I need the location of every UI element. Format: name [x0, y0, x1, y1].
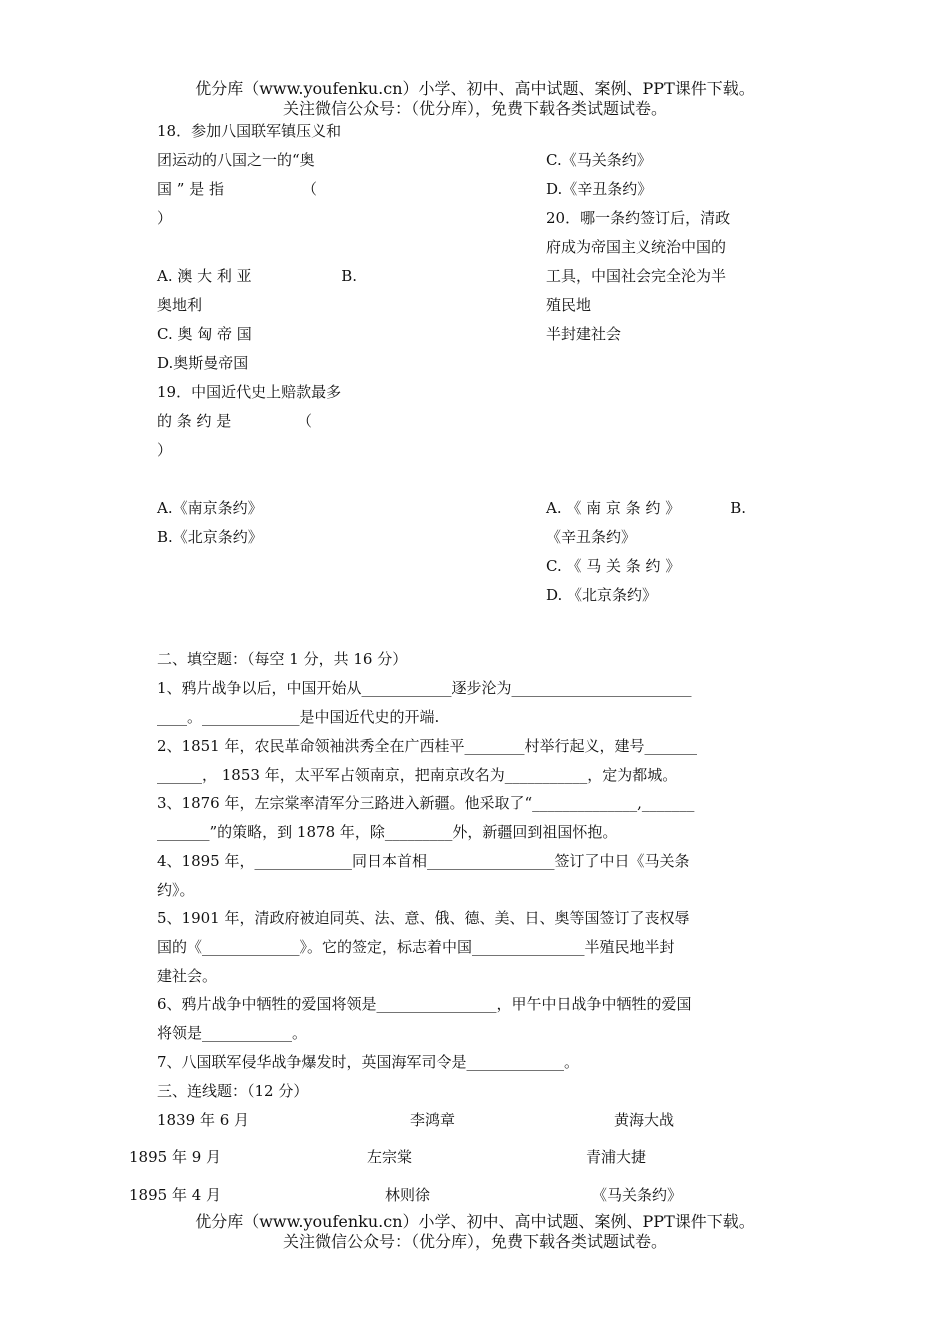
q20-line-4: 殖民地: [546, 296, 592, 314]
fill-line-7: 4、1895 年，_____________同日本首相_________________签订了中日《马关条: [157, 852, 690, 870]
q20-option-d: D. 《北京条约》: [546, 586, 658, 604]
q18-line-2: 团运动的八国之一的“奥: [157, 151, 315, 169]
q18-line-1: 18．参加八国联军镇压义和: [157, 122, 342, 140]
q18-option-b-label: B.: [341, 267, 357, 285]
q20-line-1: 20．哪一条约签订后，清政: [546, 209, 731, 227]
match-date-2: 1895 年 9 月: [129, 1148, 222, 1166]
footer-line-1: 优分库（www.youfenku.cn）小学、初中、高中试题、案例、PPT课件下载。: [195, 1212, 755, 1231]
fill-line-13: 将领是____________。: [157, 1024, 308, 1042]
fill-line-5: 3、1876 年，左宗棠率清军分三路进入新疆。他采取了“______________,_______: [157, 794, 695, 812]
fill-section-title: 二、填空题：（每空 1 分，共 16 分）: [157, 650, 408, 668]
right-column: [546, 146, 756, 610]
q20-line-2: 府成为帝国主义统治中国的: [546, 238, 727, 256]
match-event-1: 黄海大战: [614, 1111, 675, 1129]
match-event-3: 《马关条约》: [592, 1186, 683, 1204]
q19-option-a: A.《南京条约》: [157, 499, 263, 517]
fill-line-9: 5、1901 年，清政府被迫同英、法、意、俄、德、美、日、奥等国签订了丧权辱: [157, 909, 690, 927]
q19-line-1: 19．中国近代史上赔款最多: [157, 383, 342, 401]
fill-line-1: 1、鸦片战争以后，中国开始从____________逐步沦为________________________: [157, 679, 692, 697]
match-section-title: 三、连线题：（12 分）: [157, 1082, 309, 1100]
q19-line-2: [157, 407, 312, 436]
match-event-2: 青浦大捷: [586, 1148, 647, 1166]
match-person-3: 林则徐: [385, 1186, 431, 1204]
q20-options-ab: [546, 494, 746, 523]
q19-option-b: B.《北京条约》: [157, 528, 263, 546]
q18-prompt: 国 ” 是 指: [157, 180, 224, 198]
q18-option-c: C. 奥 匈 帝 国: [157, 325, 252, 343]
header-line-1: 优分库（www.youfenku.cn）小学、初中、高中试题、案例、PPT课件下载。: [195, 79, 755, 98]
q18-paren-open: （: [301, 180, 317, 198]
q18-line-3: [157, 175, 317, 204]
match-person-1: 李鸿章: [410, 1111, 456, 1129]
fill-line-3: 2、1851 年，农民革命领袖洪秀全在广西桂平________村举行起义，建号_______: [157, 737, 697, 755]
q20-option-b: 《辛丑条约》: [546, 528, 637, 546]
q19-paren-close: ）: [157, 441, 173, 459]
q18-option-d: D.奥斯曼帝国: [157, 354, 249, 372]
header-line-2: 关注微信公众号：（优分库），免费下载各类试题试卷。: [282, 99, 667, 118]
q20-line-3: 工具，中国社会完全沦为半: [546, 267, 727, 285]
footer-line-2: 关注微信公众号：（优分库），免费下载各类试题试卷。: [282, 1232, 667, 1251]
fill-line-6: _______”的策略，到 1878 年，除_________外，新疆回到祖国怀抱。: [157, 823, 618, 841]
q18-option-b: 奥地利: [157, 296, 203, 314]
match-person-2: 左宗棠: [367, 1148, 413, 1166]
fill-line-10: 国的《_____________》。它的签定，标志着中国_______________半殖民地半封: [157, 938, 675, 956]
q19-option-d: D.《辛丑条约》: [546, 180, 653, 198]
q19-option-c: C.《马关条约》: [546, 151, 652, 169]
left-column: [157, 117, 367, 552]
q18-paren-close: ）: [157, 209, 173, 227]
q20-line-5: 半封建社会: [546, 325, 622, 343]
q19-paren-open: （: [296, 412, 312, 430]
q19-prompt: 的 条 约 是: [157, 412, 232, 430]
match-date-3: 1895 年 4 月: [129, 1186, 222, 1204]
q20-option-b-label: B.: [730, 499, 746, 517]
fill-line-14: 7、八国联军侵华战争爆发时，英国海军司令是_____________。: [157, 1053, 580, 1071]
fill-line-11: 建社会。: [157, 967, 218, 985]
q18-option-a: A. 澳 大 利 亚: [157, 267, 252, 285]
fill-line-8: 约》。: [157, 881, 195, 899]
fill-line-2: ____。_____________是中国近代史的开端.: [157, 708, 440, 726]
fill-line-12: 6、鸦片战争中牺牲的爱国将领是________________，甲午中日战争中牺牲的爱国: [157, 995, 692, 1013]
fill-line-4: ______， 1853 年，太平军占领南京，把南京改名为___________，定为都城。: [157, 766, 678, 784]
q20-option-c: C. 《 马 关 条 约 》: [546, 557, 681, 575]
q20-option-a: A. 《 南 京 条 约 》: [546, 499, 681, 517]
match-date-1: 1839 年 6 月: [157, 1111, 250, 1129]
q18-options-ab: [157, 262, 357, 291]
